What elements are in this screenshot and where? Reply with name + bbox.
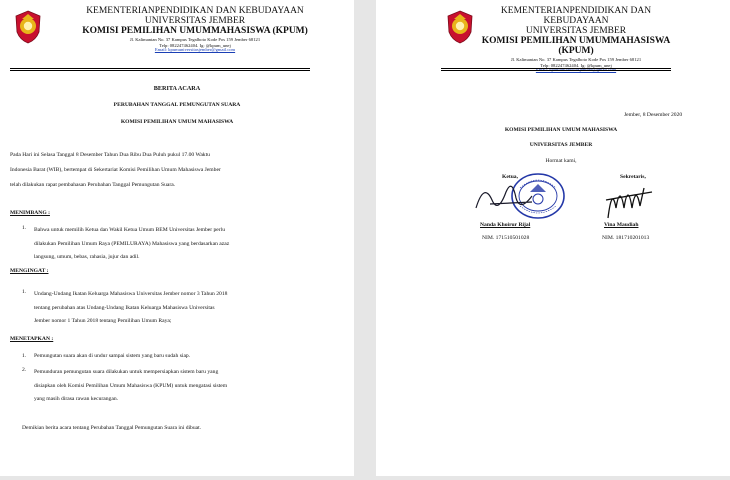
intro-line: telah dilakukan rapat pembahasan Perubahan Tanggal Pemungutan Suara. (10, 182, 176, 188)
chair-nim: NIM. 171510501028 (482, 235, 530, 241)
regards-text: Hormat kami, (545, 158, 577, 164)
mengingat-item (34, 288, 306, 329)
letterhead (476, 7, 676, 73)
letterhead-email[interactable]: Email: kpumuniversitasjember@gmail.com (154, 47, 236, 53)
chair-name: Nanda Khoirur Rijal (480, 222, 531, 228)
list-number: 2. (22, 367, 27, 373)
document-subtitle-2: KOMISI PEMILIHAN UMUM MAHASISWA (120, 119, 234, 125)
list-item-line: disiapkan oleh Komisi Pemilihan Umum Mahasiswa (KPUM) untuk mengatasi sistem (34, 382, 228, 389)
letterhead-address: Jl. Kalimantan No. 37 Kampus Tegalboto Kode Pos 159 Jember 68121 (129, 36, 261, 42)
menetapkan-item: Pemungutan suara akan di undur sampai sistem yang baru sudah siap. (34, 353, 191, 359)
menetapkan-heading: MENETAPKAN : (10, 336, 54, 342)
signatory-university: UNIVERSITAS JEMBER (529, 142, 593, 148)
secretary-signature-icon (598, 178, 658, 226)
letterhead-commission: KOMISI PEMILIHAN UMUMMAHASISWA (KPUM) (82, 25, 308, 36)
letterhead-email[interactable]: Email: kpumuniversitasjember@gmail.com (535, 67, 617, 73)
letterhead-university: UNIVERSITAS JEMBER (144, 15, 246, 26)
list-number: 1. (22, 225, 27, 231)
list-item-line: Bahwa untuk memilih Ketua dan Wakil Ketua Umum BEM Universitas Jember perlu (34, 227, 225, 233)
list-item-line: Undang-Undang Ikatan Keluarga Mahasiswa Universitas Jember nomor 3 Tahun 2018 (34, 291, 228, 297)
letter-date: Jember, 8 Desember 2020 (624, 112, 683, 118)
signatory-org: KOMISI PEMILIHAN UMUM MAHASISWA (504, 127, 618, 133)
intro-paragraph (10, 148, 354, 193)
document-subtitle-1: PERUBAHAN TANGGAL PEMUNGUTAN SUARA (113, 102, 241, 108)
secretary-title: Sekretaris, (620, 174, 646, 180)
letterhead-contact: Telp: 082247462404. Ig: @kpum_unej (540, 62, 612, 68)
letterhead-ministry: KEMENTERIANPENDIDIKAN DAN KEBUDAYAAN (500, 6, 652, 26)
menimbang-item (34, 224, 354, 265)
letterhead-address: Jl. Kalimantan No. 37 Kampus Tegalboto Kode Pos 159 Jember 68121 (510, 56, 642, 62)
list-number: 1. (22, 353, 27, 359)
closing-statement: Demikian berita acara tentang Perubahan Tanggal Pemungutan Suara ini dibuat. (22, 425, 202, 431)
chair-signature-icon (472, 178, 542, 218)
list-item-line: langsung, umum, bebas, rahasia, jujur dan adil. (34, 254, 140, 260)
list-item-line: yang masih dirasa rawan kecurangan. (34, 396, 119, 402)
list-item-line: Pemunduran pemungutan suara dilakukan untuk mempersiapkan sistem baru yang (34, 369, 219, 375)
list-item-line: dilakukan Pemilihan Umum Raya (PEMILURAYA) Mahasiswa yang berdasarkan azaz (34, 240, 230, 247)
list-number: 1. (22, 289, 27, 295)
university-logo-icon (446, 10, 474, 44)
menetapkan-item (34, 366, 354, 407)
document-page-2 (376, 0, 730, 476)
document-page-1 (0, 0, 354, 476)
intro-line: Indonesia Barat (WIB), bertempat di Sekertariat Komisi Pemilihan Umum Mahasiswa Jember (10, 167, 221, 173)
intro-line: Pada Hari ini Selasa Tanggal 8 Desember Tahun Dua Ribu Dua Puluh pukul 17.00 Waktu (10, 152, 210, 158)
list-item-line: tentang perubahan atas Undang-Undang Ikatan Keluarga Mahasiswa Universitas (34, 304, 215, 311)
secretary-nim: NIM. 181710201013 (602, 235, 650, 241)
chair-title: Ketua, (502, 174, 519, 180)
secretary-name: Vina Maudiah (604, 222, 639, 228)
list-item-line: Jember nomor 1 Tahun 2018 tentang Pemilihan Umum Raya; (34, 318, 172, 324)
letterhead-ministry: KEMENTERIANPENDIDIKAN DAN KEBUDAYAAN (86, 6, 304, 16)
document-title: BERITA ACARA (153, 85, 201, 92)
mengingat-heading: MENGINGAT : (10, 268, 49, 274)
letterhead-university: UNIVERSITAS JEMBER (525, 25, 627, 36)
letterhead (50, 7, 340, 53)
university-logo-icon (14, 10, 42, 44)
letterhead-divider (10, 68, 310, 71)
letterhead-divider (441, 68, 671, 71)
menimbang-heading: MENIMBANG : (10, 210, 50, 216)
letterhead-commission: KOMISI PEMILIHAN UMUMMAHASISWA (KPUM) (481, 35, 671, 56)
letterhead-contact: Telp: 082247462404. Ig: @kpum_unej (159, 42, 231, 48)
